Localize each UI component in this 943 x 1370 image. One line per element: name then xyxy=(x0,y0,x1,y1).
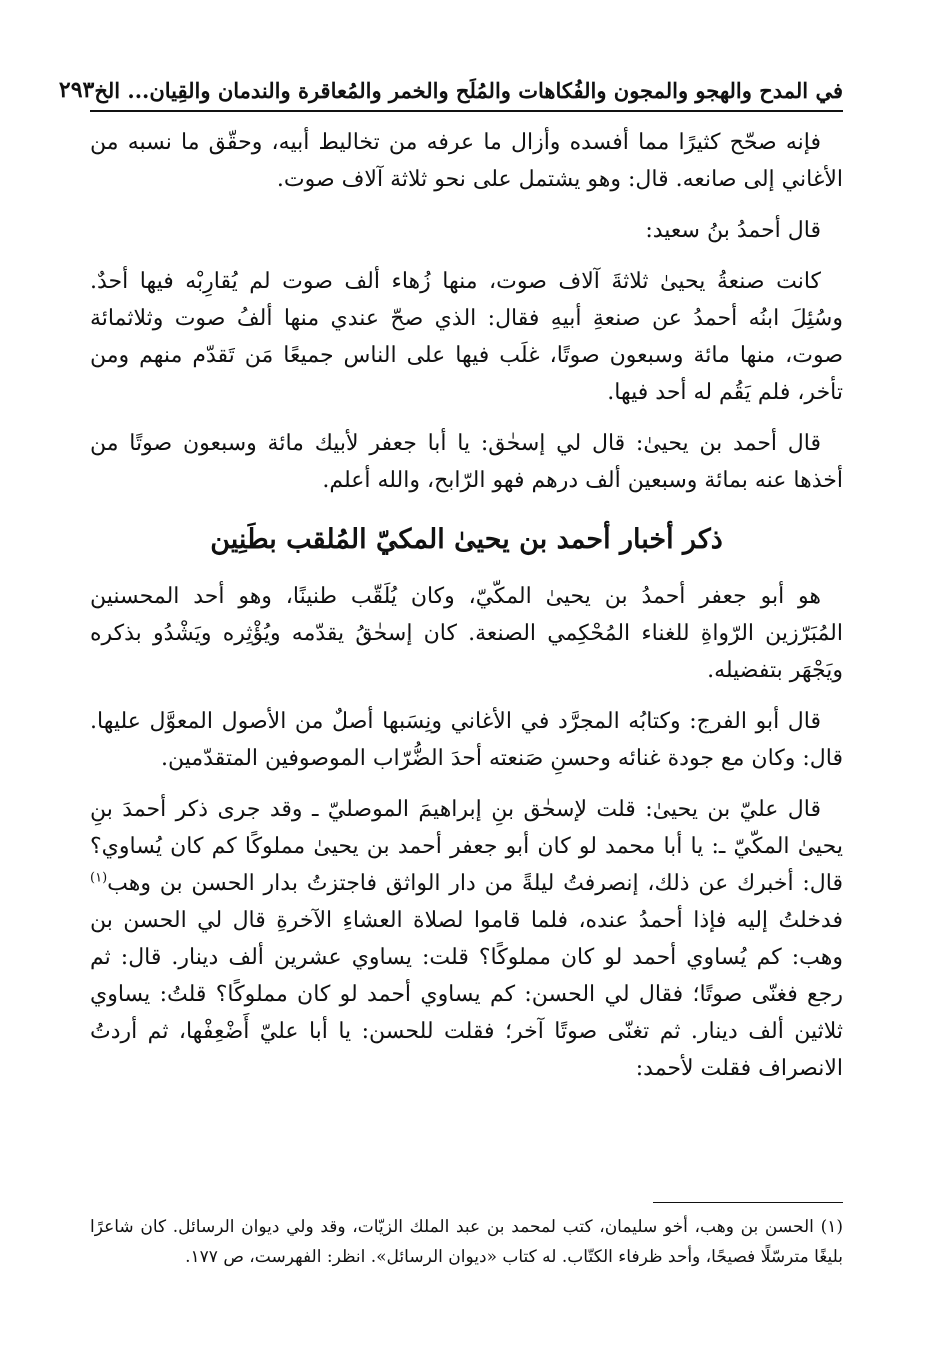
section-title: ذكر أخبار أحمد بن يحيىٰ المكيّ المُلقب بطَنِين xyxy=(210,524,723,555)
paragraph: قال أحمد بن يحيىٰ: قال لي إسحٰق: يا أبا جعفر لأبيك مائة وسبعون صوتًا من أخذها عنه بمائة وسبعين ألف درهم فهو الرّابح، والله أعلم. xyxy=(90,431,843,493)
paragraph-text: قال عليّ بن يحيىٰ: قلت لإسحٰق بنِ إبراهيمَ الموصليّ ـ وقد جرى ذكر أحمدَ بنِ يحيىٰ المكّيّ ـ: يا أبا محمد لو كان أبو جعفر أحمد بن يحيىٰ مملوكًا كم كان يُساوي؟ قال: أخبرك عن ذلك، إنصرفتُ ليلةً من دار الواثق فاجتزتُ بدار الحسن بن وهب xyxy=(90,797,843,896)
running-title: في المدح والهجو والمجون والفُكاهات والمُلَح والخمر والمُعاقرة والندمان والقِيان... الخ xyxy=(94,77,843,103)
paragraph: قال أحمدُ بنُ سعيد: xyxy=(645,218,821,243)
page-body xyxy=(90,124,843,1101)
paragraph-text: فدخلتُ إليه فإذا أحمدُ عنده، فلما قاموا لصلاة العشاءِ الآخرةِ قال لي الحسن بن وهب: كم يُساوي أحمد لو كان مملوكًا؟ قلت: يساوي عشرين ألف دينار. قال: ثم رجع فغنّى صوتًا؛ فقال لي الحسن: كم يساوي أحمد لو كان مملوكًا؟ قلتُ: يساوي ثلاثين ألف دينار. ثم تغنّى صوتًا آخر؛ فقلت للحسن: يا أبا عليّ أَضْعِفْها، ثم أردتُ الانصراف فقلت لأحمد: xyxy=(90,908,843,1081)
page-number: ٢٩٣ xyxy=(58,77,95,103)
paragraph: هو أبو جعفر أحمدُ بن يحيىٰ المكّيّ، وكان يُلَقّب طنينًا، وهو أحد المحسنين المُبَرّزين الرّواةِ للغناء المُحْكِمي الصنعة. كان إسحٰقُ يقدّمه ويُؤْثِره ويَشْدُو بذكره ويَجْهَر بتفضيله. xyxy=(90,584,843,683)
footnote: (١) الحسن بن وهب، أخو سليمان، كتب لمحمد بن عبد الملك الزيّات، وقد ولي ديوان الرسائل. كان شاعرًا بليغًا مترسّلًا فصيحًا، وأحد ظرفاء الكتّاب. له كتاب «ديوان الرسائل». انظر: الفهرست، ص ١٧٧. xyxy=(90,1217,843,1267)
paragraph: فإنه صحّح كثيرًا مما أفسده وأزال ما عرفه من تخاليط أبيه، وحقّق ما نسبه من الأغاني إلى صانعه. قال: وهو يشتمل على نحو ثلاثة آلاف صوت. xyxy=(90,130,843,192)
footnotes xyxy=(90,1212,843,1272)
footnote-divider xyxy=(653,1202,843,1203)
paragraph xyxy=(90,791,843,1087)
footnote-marker: (١) xyxy=(90,870,108,886)
paragraph: قال أبو الفرج: وكتابُه المجرَّد في الأغاني ونِسَبها أصلٌ من الأصول المعوَّل عليها. قال: وكان مع جودة غنائه وحسنِ صَنعته أحدَ الضُّرّاب الموصوفين المتقدّمين. xyxy=(90,709,843,771)
page-header xyxy=(58,70,843,112)
paragraph: كانت صنعةُ يحيىٰ ثلاثةَ آلاف صوت، منها زُهاء ألف صوت لم يُقارِبْه فيها أحدٌ. وسُئِلَ ابنُه أحمدُ عن صنعةِ أبيهِ فقال: الذي صحّ عندي منها ألفُ صوت وثلاثمائة صوت، منها مائة وسبعون صوتًا، غلَب فيها على الناس جميعًا مَن تَقدّم منهم ومن تأخر، فلم يَقُم له أحد فيها. xyxy=(90,269,843,405)
